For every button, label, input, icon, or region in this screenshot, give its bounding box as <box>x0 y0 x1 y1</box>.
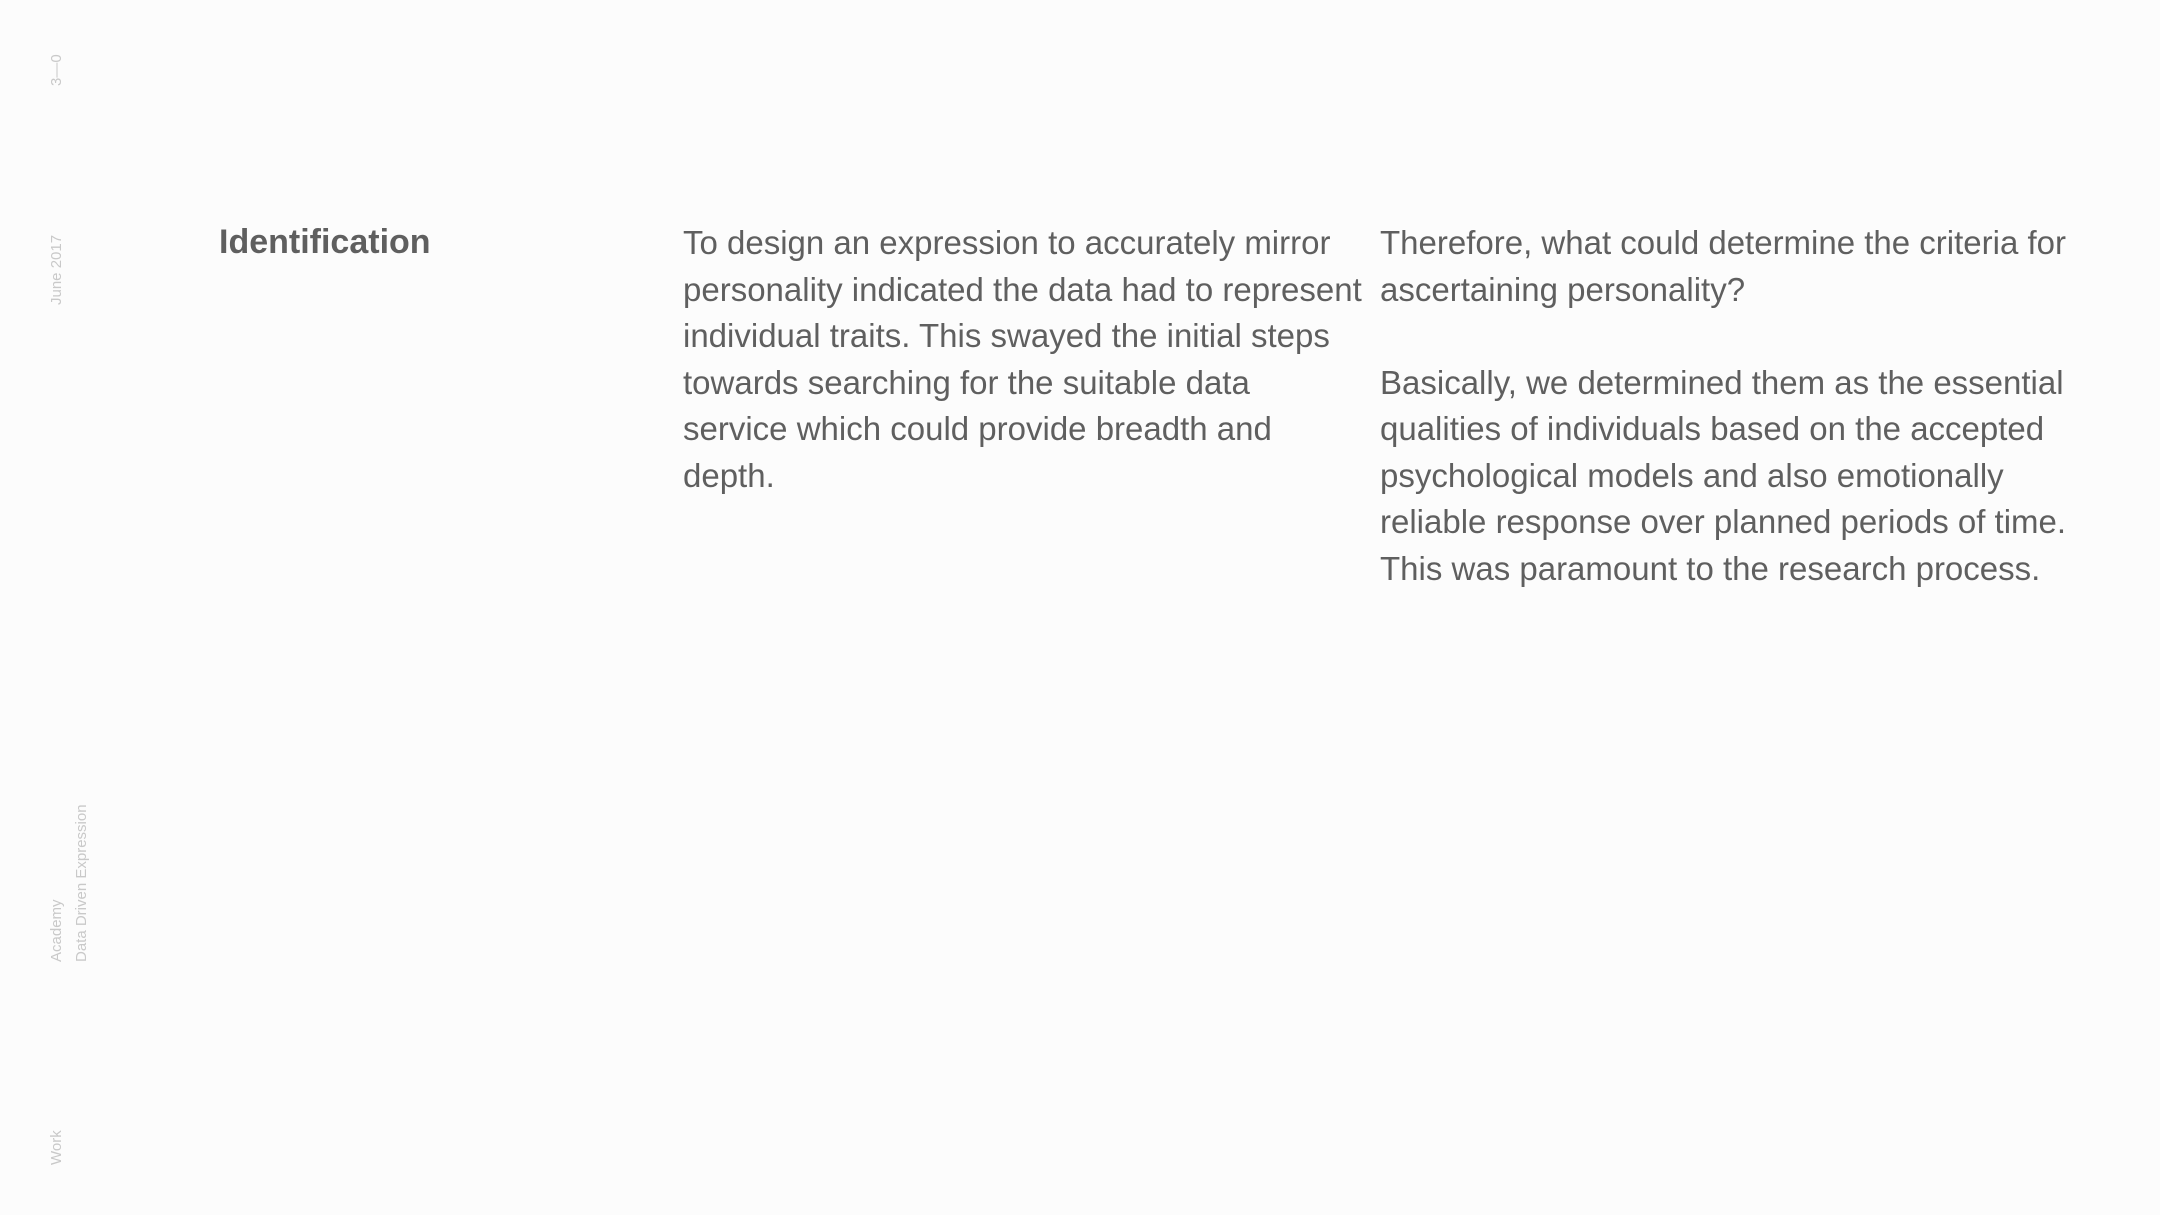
page-number-label: 3—0 <box>48 54 65 86</box>
paragraph-spacer <box>1380 313 2080 360</box>
category-label: Academy <box>48 899 65 962</box>
body-column-2 <box>1380 220 2080 592</box>
section-heading: Identification <box>219 223 431 261</box>
date-label: June 2017 <box>48 234 65 305</box>
project-label: Data Driven Expression <box>73 804 90 962</box>
section-label: Work <box>48 1130 65 1165</box>
body-paragraph: To design an expression to accurately mirror personality indicated the data had to represent individual traits. This swayed the initial steps towards searching for the suitable data service which could provide breadth and depth. <box>683 224 1362 494</box>
body-column-1 <box>683 220 1363 499</box>
body-paragraph: Therefore, what could determine the criteria for ascertaining personality? <box>1380 224 2066 308</box>
body-paragraph: Basically, we determined them as the essential qualities of individuals based on the accepted psychological models and also emotionally reliable response over planned periods of time. This was paramount to the research process. <box>1380 363 2067 587</box>
